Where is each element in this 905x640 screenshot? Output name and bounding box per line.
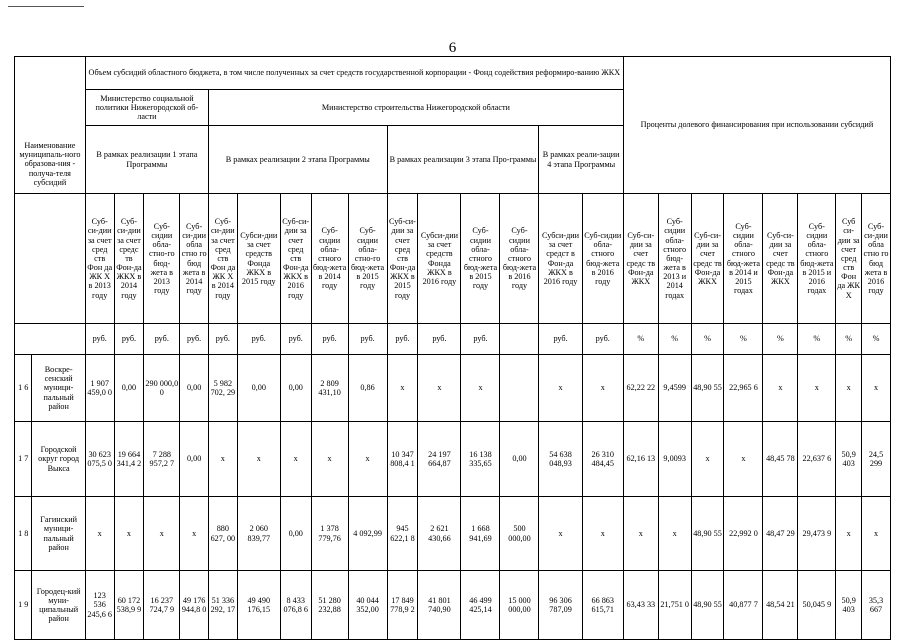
value-cell: x [861, 497, 890, 571]
value-cell: 8 433 076,8 6 [280, 571, 311, 640]
value-cell: x [582, 497, 623, 571]
value-cell: x [208, 422, 237, 497]
value-cell: 17 849 778,9 2 [387, 571, 418, 640]
subheader-cell: Суб-сидии обла-стного бюд-жета в 2015 и 2016 годах [798, 194, 836, 324]
row-number: 1 9 [15, 571, 32, 640]
header-row-1 [15, 57, 891, 90]
value-cell: x [623, 497, 658, 571]
value-cell: 96 306 787,09 [539, 571, 582, 640]
value-cell: 1 668 941,69 [461, 497, 500, 571]
value-cell: 22,992 0 [724, 497, 763, 571]
subheader-cell: Суб-сидии обла-стного бюд-жета в 2013 и 2014 годах [658, 194, 691, 324]
value-cell: 60 172 538,9 9 [114, 571, 144, 640]
value-cell: 19 664 341,4 2 [114, 422, 144, 497]
region-name-header-cont [15, 194, 86, 324]
units-spacer [15, 324, 86, 355]
subsidy-table [14, 56, 891, 640]
subheader-cell: Суб-си-дии обла стно го бюд жета в 2016 году [861, 194, 890, 324]
unit-cell: % [658, 324, 691, 355]
value-cell: 22,637 6 [798, 422, 836, 497]
value-cell: 35,3 667 [861, 571, 890, 640]
cofinancing-title: Проценты долевого финансирования при использовании субсидий [623, 57, 890, 194]
unit-cell: руб. [114, 324, 144, 355]
value-cell: x [311, 422, 348, 497]
unit-cell: % [836, 324, 862, 355]
subheader-cell: Субси-дии за счет средств Фонда ЖКХ в 2015 году [237, 194, 280, 324]
stage-2-header: В рамках реализации 2 этапа Программы [208, 126, 387, 194]
subheader-cell: Суб-сидии обла-стного бюд-жета в 2016 году [582, 194, 623, 324]
value-cell: 48,54 21 [763, 571, 798, 640]
value-cell: 0,00 [180, 355, 209, 422]
value-cell: x [861, 355, 890, 422]
value-cell: x [763, 355, 798, 422]
subheader-cell: Суб-си-дии за счет сред ств Фон-да ЖКХ в 2015 году [387, 194, 418, 324]
unit-cell [500, 324, 539, 355]
value-cell: x [237, 422, 280, 497]
value-cell: 48,90 55 [691, 497, 724, 571]
subheader-cell: Субси-дии за счет средств Фонда ЖКХ в 2016 году [418, 194, 461, 324]
value-cell: 51 336 292, 17 [208, 571, 237, 640]
value-cell: x [180, 497, 209, 571]
value-cell: 30 623 075,5 0 [85, 422, 114, 497]
top-rule [8, 6, 84, 7]
value-cell: 0,00 [280, 355, 311, 422]
value-cell: x [691, 422, 724, 497]
value-cell: 2 621 430,66 [418, 497, 461, 571]
unit-cell: руб. [311, 324, 348, 355]
value-cell: 24 197 664,87 [418, 422, 461, 497]
region-name: Воскре-сенский муници-пальный район [32, 355, 85, 422]
value-cell: x [461, 355, 500, 422]
unit-cell: % [763, 324, 798, 355]
subheader-cell: Суб-си-дии за счет средс тв Фон-да ЖКХ [763, 194, 798, 324]
unit-cell: % [798, 324, 836, 355]
subheader-cell: Суб си-дии за счет сред ств Фон да ЖК Х [836, 194, 862, 324]
value-cell: 1 907 459,0 0 [85, 355, 114, 422]
unit-cell: руб. [237, 324, 280, 355]
row-number: 1 6 [15, 355, 32, 422]
value-cell: 29,473 9 [798, 497, 836, 571]
unit-cell: % [623, 324, 658, 355]
value-cell: 48,45 78 [763, 422, 798, 497]
value-cell: x [658, 497, 691, 571]
value-cell: x [144, 497, 180, 571]
unit-cell: руб. [539, 324, 582, 355]
value-cell: 4 092,99 [348, 497, 387, 571]
subheader-cell: Суб-си-дии за счет средс тв Фон-да ЖКХ [623, 194, 658, 324]
value-cell: 62,16 13 [623, 422, 658, 497]
value-cell: 945 622,1 8 [387, 497, 418, 571]
value-cell: 0,00 [180, 422, 209, 497]
value-cell: 46 499 425,14 [461, 571, 500, 640]
subheader-cell: Суб-си-дии за счет средс тв Фон-да ЖКХ в 2014 году [114, 194, 144, 324]
unit-cell: руб. [348, 324, 387, 355]
unit-cell: руб. [180, 324, 209, 355]
subheader-cell: Суб-сидии обла-стного бюд-жета в 2014 году [311, 194, 348, 324]
subheader-cell: Суб-си-дии за счет сред ств Фон-да ЖКХ в 2016 году [280, 194, 311, 324]
value-cell: 880 627, 00 [208, 497, 237, 571]
region-name: Гагинский муници-пальный район [32, 497, 85, 571]
subheader-cell: Суб-си-дии за счет средс тв Фон-да ЖКХ [691, 194, 724, 324]
subheader-cell: Суб-сидии обла-стного бюд-жета в 2014 и 2015 годах [724, 194, 763, 324]
value-cell: 49 176 944,8 0 [180, 571, 209, 640]
subheader-cell: Суб-сидии обла-стного бюд-жета в 2016 году [500, 194, 539, 324]
unit-cell: руб. [280, 324, 311, 355]
value-cell: 48,90 55 [691, 355, 724, 422]
value-cell: 500 000,00 [500, 497, 539, 571]
value-cell: x [798, 355, 836, 422]
value-cell: 7 288 957,2 7 [144, 422, 180, 497]
value-cell: 1 378 779,76 [311, 497, 348, 571]
unit-cell: % [724, 324, 763, 355]
region-name: Городской округ город Выкса [32, 422, 85, 497]
unit-cell: руб. [582, 324, 623, 355]
page-number: 6 [448, 40, 457, 56]
value-cell: 63,43 33 [623, 571, 658, 640]
unit-cell: % [861, 324, 890, 355]
value-cell: 290 000,0 0 [144, 355, 180, 422]
value-cell: 5 982 702, 29 [208, 355, 237, 422]
value-cell: 0,00 [237, 355, 280, 422]
value-cell: 48,47 29 [763, 497, 798, 571]
value-cell: 50,9 403 [836, 422, 862, 497]
subheader-cell: Суб-сидии обла-стно-го бюд-жета в 2015 году [348, 194, 387, 324]
value-cell: 66 863 615,71 [582, 571, 623, 640]
subheader-cell: Субси-дии за счет средст в Фон-да ЖКХ в 2016 году [539, 194, 582, 324]
units-row [15, 324, 891, 355]
table-row [15, 355, 891, 422]
value-cell: 16 138 335,65 [461, 422, 500, 497]
value-cell: 50,045 9 [798, 571, 836, 640]
value-cell: x [280, 422, 311, 497]
subheader-cell: Суб-си-дии за счет сред ств Фон да ЖК Х в 2014 году [208, 194, 237, 324]
stage-4-header: В рамках реали-зации 4 этапа Программы [539, 126, 623, 194]
table-row [15, 422, 891, 497]
value-cell: 0,00 [500, 422, 539, 497]
value-cell: x [724, 422, 763, 497]
value-cell: x [85, 497, 114, 571]
value-cell: 49 490 176,15 [237, 571, 280, 640]
value-cell: 0,86 [348, 355, 387, 422]
value-cell: 40,877 7 [724, 571, 763, 640]
region-name: Городец-кий муни-ципальный район [32, 571, 85, 640]
subheader-cell: Суб-си-дии за счет сред ств Фон да ЖК Х в 2013 году [85, 194, 114, 324]
value-cell: 40 044 352,00 [348, 571, 387, 640]
ministry-social-policy: Министерство социальной политики Нижегородской об-ласти [85, 90, 208, 126]
value-cell: 21,751 0 [658, 571, 691, 640]
unit-cell: % [691, 324, 724, 355]
unit-cell: руб. [418, 324, 461, 355]
value-cell: x [539, 497, 582, 571]
value-cell: 9,4599 [658, 355, 691, 422]
value-cell: x [836, 355, 862, 422]
value-cell: x [836, 497, 862, 571]
value-cell: 62,22 22 [623, 355, 658, 422]
unit-cell: руб. [461, 324, 500, 355]
value-cell: 2 809 431,10 [311, 355, 348, 422]
stage-1-header: В рамках реализации 1 этапа Программы [85, 126, 208, 194]
value-cell: x [348, 422, 387, 497]
value-cell: x [387, 355, 418, 422]
ministry-construction: Министерство строительства Нижегородской области [208, 90, 623, 126]
subsidies-title: Объем субсидий областного бюджета, в том числе полученных за счет средств государственной корпорации - Фонд содействия реформиро-ванию ЖКХ [85, 57, 623, 90]
row-number: 1 8 [15, 497, 32, 571]
unit-cell: руб. [144, 324, 180, 355]
subheader-cell: Суб-си-дии обла стно го бюд жета в 2014 году [180, 194, 209, 324]
value-cell: 22,965 6 [724, 355, 763, 422]
subheader-cell: Суб-сидии обла-стно-го бюд-жета в 2013 году [144, 194, 180, 324]
unit-cell: руб. [387, 324, 418, 355]
unit-cell: руб. [85, 324, 114, 355]
value-cell: 0,00 [114, 355, 144, 422]
unit-cell: руб. [208, 324, 237, 355]
value-cell: 24,5 299 [861, 422, 890, 497]
value-cell: 10 347 808,4 1 [387, 422, 418, 497]
subheader-cell: Суб-сидии обла-стного бюд-жета в 2015 году [461, 194, 500, 324]
value-cell: 0,00 [280, 497, 311, 571]
value-cell [500, 355, 539, 422]
value-cell: 41 801 740,90 [418, 571, 461, 640]
value-cell: x [582, 355, 623, 422]
value-cell: 16 237 724,7 9 [144, 571, 180, 640]
value-cell: 2 060 839,77 [237, 497, 280, 571]
value-cell: 50,9 403 [836, 571, 862, 640]
value-cell: 54 638 048,93 [539, 422, 582, 497]
table-row [15, 497, 891, 571]
stage-3-header: В рамках реализации 3 этапа Про-граммы [387, 126, 539, 194]
value-cell: 123 536 245,6 6 [85, 571, 114, 640]
value-cell: 48,90 55 [691, 571, 724, 640]
value-cell: 26 310 484,45 [582, 422, 623, 497]
region-name-header: Наименование муниципаль-ного образова-ния - получа-теля субсидий [15, 57, 86, 194]
value-cell: x [418, 355, 461, 422]
table-row [15, 571, 891, 640]
value-cell: x [539, 355, 582, 422]
subheader-row [15, 194, 891, 324]
value-cell: 9,0093 [658, 422, 691, 497]
value-cell: 51 280 232,88 [311, 571, 348, 640]
value-cell: x [114, 497, 144, 571]
row-number: 1 7 [15, 422, 32, 497]
value-cell: 15 000 000,00 [500, 571, 539, 640]
